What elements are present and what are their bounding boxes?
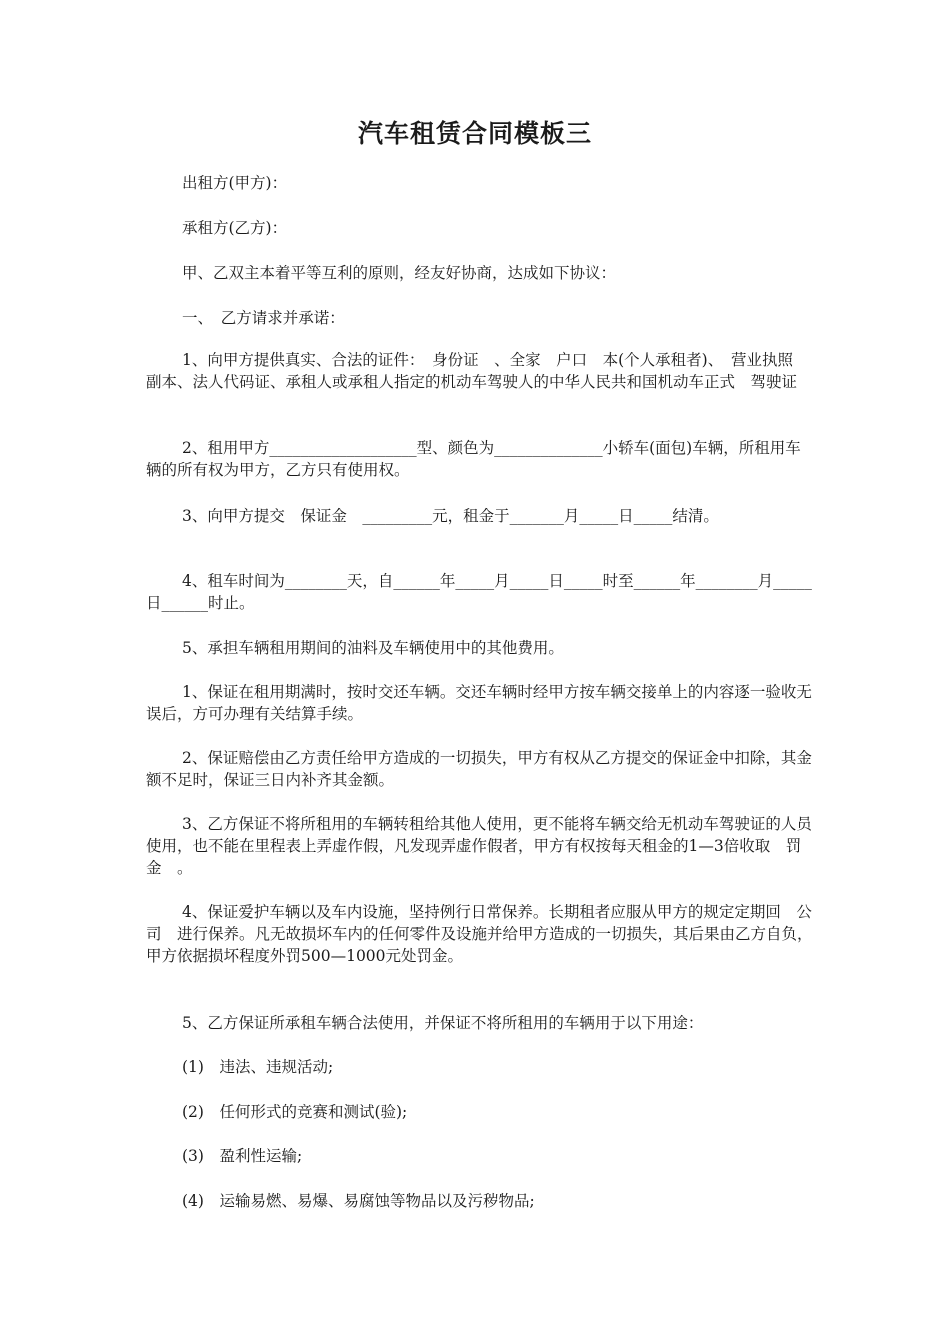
guarantee-5-legal-use: 5、乙方保证所承租车辆合法使用，并保证不将所租用的车辆用于以下用途：	[182, 1014, 704, 1032]
clause-5-fuel: 5、承担车辆租用期间的油料及车辆使用中的其他费用。	[182, 639, 564, 657]
prohibited-use-2: (2) 任何形式的竞赛和测试(验);	[182, 1103, 408, 1121]
section-one-heading: 一、 乙方请求并承诺：	[182, 309, 345, 327]
document-title: 汽车租赁合同模板三	[357, 119, 592, 148]
guarantee-4-maintenance: 4、保证爱护车辆以及车内设施，坚持例行日常保养。长期租者应服从甲方的规定定期回 公司 进行保养。凡无故损坏车内的任何零件及设施并给甲方造成的一切损失，其后果由乙方自负，甲方依据损坏程度外罚500—1000元处罚金。	[146, 903, 813, 965]
prohibited-use-3: (3) 盈利性运输;	[182, 1147, 303, 1165]
clause-4-rental-period: 4、租车时间为________天，自______年_____月_____日_____时至______年________月_____日______时止。	[146, 572, 812, 612]
guarantee-1-return: 1、保证在租用期满时，按时交还车辆。交还车辆时经甲方按车辆交接单上的内容逐一验收无误后，方可办理有关结算手续。	[146, 683, 812, 723]
guarantee-3-sublease: 3、乙方保证不将所租用的车辆转租给其他人使用，更不能将车辆交给无机动车驾驶证的人员使用，也不能在里程表上弄虚作假，凡发现弄虚作假者，甲方有权按每天租金的1—3倍收取 罚金 。	[146, 815, 812, 877]
agreement-intro: 甲、乙双主本着平等互利的原则，经友好协商，达成如下协议：	[182, 264, 617, 282]
prohibited-use-4: (4) 运输易燃、易爆、易腐蚀等物品以及污秽物品;	[182, 1192, 535, 1210]
clause-3-deposit: 3、向甲方提交 保证金 _________元，租金于_______月_____日_____结清。	[182, 507, 719, 525]
lessor-line: 出租方(甲方)：	[182, 174, 288, 192]
clause-1-documents: 1、向甲方提供真实、合法的证件： 身份证 、全家 户口 本(个人承租者)、 营业执照 副本、法人代码证、承租人或承租人指定的机动车驾驶人的中华人民共和国机动车正式 驾驶证	[146, 351, 809, 391]
prohibited-use-1: (1) 违法、违规活动;	[182, 1058, 334, 1076]
clause-2-vehicle: 2、租用甲方___________________型、颜色为______________小轿车(面包)车辆，所租用车辆的所有权为甲方，乙方只有使用权。	[146, 439, 801, 479]
guarantee-2-compensation: 2、保证赔偿由乙方责任给甲方造成的一切损失，甲方有权从乙方提交的保证金中扣除，其金额不足时，保证三日内补齐其金额。	[146, 749, 812, 789]
lessee-line: 承租方(乙方)：	[182, 219, 288, 237]
